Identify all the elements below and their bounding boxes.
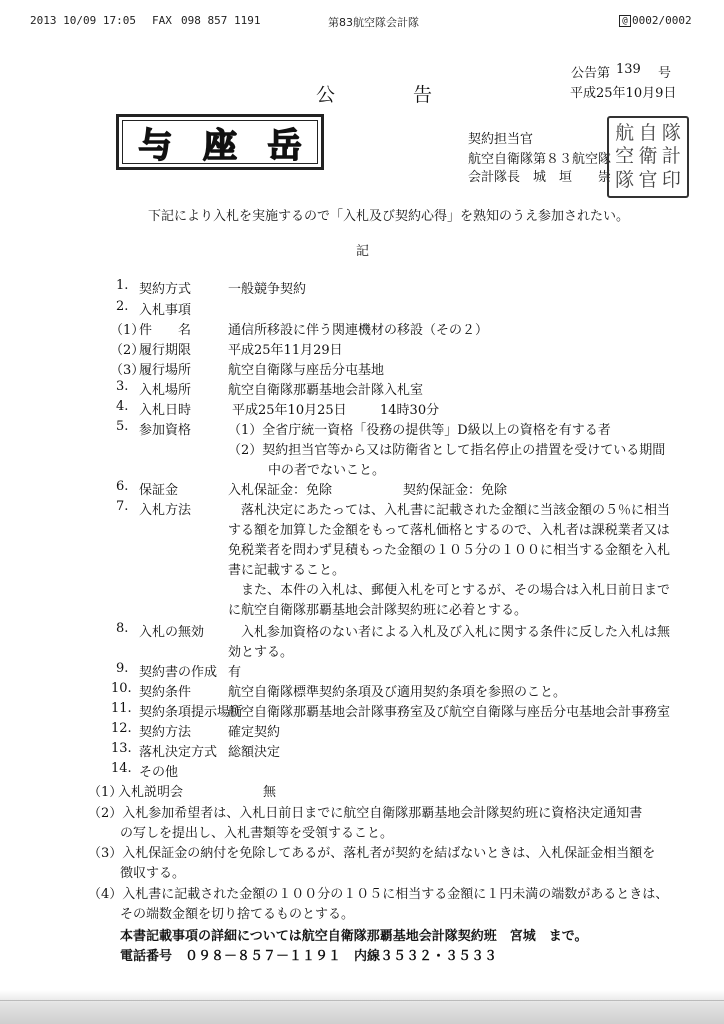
item-14-1-value: 無 [263,785,277,800]
item-2-2-label: 履行期限 [139,343,192,358]
notice-number: 139 [616,62,641,77]
location-char-1: 与 [138,125,173,166]
seal-char: 官 [638,168,658,191]
item-2-3-num: （3） [110,363,145,378]
fax-page-count: 0002/0002 [632,14,692,27]
notice-number-suffix: 号 [658,66,672,81]
item-7-line-3: 免税業者を問わず見積もった金額の１０５分の１００に相当する金額を入札 [228,543,671,558]
footer-contact: 本書記載事項の詳細については航空自衛隊那覇基地会計隊契約班 宮城 まで。 [120,929,588,944]
notice-date: 平成25年10月9日 [570,86,677,101]
item-3-value: 航空自衛隊那覇基地会計隊入札室 [228,383,424,398]
item-2-1-label: 件 名 [139,323,192,338]
item-1-label: 契約方式 [139,282,192,297]
item-2-3-value: 航空自衛隊与座岳分屯基地 [228,363,385,378]
item-2-num: 2. [116,299,129,314]
fax-datetime: 2013 10/09 17:05 [30,14,136,27]
item-5-num: 5. [116,419,129,434]
item-12-label: 契約方法 [139,725,192,740]
issuer-name: 会計隊長 城 垣 崇 [468,170,612,185]
item-14-2-line-2: の写しを提出し、入札書類等を受領すること。 [120,826,394,841]
item-3-label: 入札場所 [139,383,192,398]
item-12-value: 確定契約 [228,725,281,740]
item-7-num: 7. [116,499,129,514]
item-2-3-label: 履行場所 [139,363,192,378]
seal-char: 自 [638,122,658,144]
item-6-contract-deposit: 契約保証金：免除 [403,483,508,498]
fax-label: FAX [152,14,172,27]
official-seal [607,116,689,198]
seal-char: 隊 [615,168,635,191]
item-9-value: 有 [228,665,242,680]
item-5-label: 参加資格 [139,423,192,438]
title-koku: 告 [413,84,435,106]
item-10-num: 10. [111,681,132,696]
item-5-line-2: （2）契約担当官等から又は防衛省として指名停止の措置を受けている期間 [228,443,666,458]
item-2-2-num: （2） [110,343,145,358]
item-5-line-1: （1）全省庁統一資格「役務の提供等」D級以上の資格を有する者 [228,423,611,438]
intro-text: 下記により入札を実施するので「入札及び契約心得」を熟知のうえ参加されたい。 [148,209,630,224]
item-8-line-1: 入札参加資格のない者による入札及び入札に関する条件に反した入札は無 [241,625,671,640]
item-2-1-value: 通信所移設に伴う関連機材の移設（その２） [228,323,489,338]
item-6-label: 保証金 [139,483,179,498]
item-9-label: 契約書の作成 [139,665,218,680]
seal-char: 航 [615,122,635,144]
scan-edge-shading [0,990,724,1024]
item-10-label: 契約条件 [139,685,192,700]
item-11-value: 航空自衛隊那覇基地会計隊事務室及び航空自衛隊与座岳分屯基地会計事務室 [228,705,671,720]
item-8-line-2: 効とする。 [228,645,294,660]
seal-char: 衛 [638,145,658,168]
item-14-1-label: 入札説明会 [118,785,184,800]
title-kou: 公 [316,84,338,106]
fax-sender: 第83航空隊会計隊 [328,16,419,29]
page-glyph: @ [619,15,631,27]
item-11-label: 契約条項提示場所 [139,705,244,720]
issuer-org: 航空自衛隊第８３航空隊 [468,152,612,167]
item-8-num: 8. [116,621,129,636]
item-14-2-line-1: （2）入札参加希望者は、入札日前日までに航空自衛隊那覇基地会計隊契約班に資格決定通知書 [88,806,643,821]
seal-char: 隊 [661,122,681,144]
scan-edge-line [0,1000,724,1001]
seal-char: 計 [661,145,681,168]
issuer-role: 契約担当官 [468,132,534,147]
item-11-num: 11. [111,701,132,716]
item-4-label: 入札日時 [139,403,192,418]
item-14-3-line-2: 徴収する。 [120,866,186,881]
item-6-num: 6. [116,479,129,494]
notice-number-label: 公告第 [571,66,611,81]
item-3-num: 3. [116,379,129,394]
item-14-label: その他 [139,765,179,780]
item-8-label: 入札の無効 [139,625,205,640]
item-14-3-line-1: （3）入札保証金の納付を免除してあるが、落札者が契約を結ばないときは、入札保証金相当額を [88,846,656,861]
item-7-label: 入札方法 [139,503,192,518]
item-2-1-num: （1） [110,323,145,338]
item-4-num: 4. [116,399,129,414]
seal-char: 空 [615,145,635,168]
item-5-line-3: 中の者でないこと。 [268,463,386,478]
item-12-num: 12. [111,721,132,736]
item-14-num: 14. [111,761,132,776]
item-1-value: 一般競争契約 [228,282,307,297]
item-2-label: 入札事項 [139,303,192,318]
item-7-line-2: する額を加算した金額をもって落札価格とするので、入札者は課税業者又は [228,523,670,538]
location-char-2: 座 [202,125,237,166]
seal-char: 印 [661,168,681,191]
item-7-line-4: 書に記載すること。 [228,563,346,578]
item-13-num: 13. [111,741,132,756]
item-14-1-num: （1） [88,785,123,800]
ki-heading: 記 [356,244,370,259]
location-char-3: 岳 [267,125,302,166]
item-14-4-line-2: その端数金額を切り捨てるものとする。 [120,907,355,922]
item-2-2-value: 平成25年11月29日 [228,343,343,358]
item-6-bid-deposit: 入札保証金：免除 [228,483,333,498]
item-4-time: 14時30分 [380,403,440,418]
item-4-date: 平成25年10月25日 [232,403,347,418]
fax-page-indicator [619,14,692,27]
location-stamp [116,114,324,170]
item-1-num: 1. [116,278,129,293]
item-7-line-5: また、本件の入札は、郵便入札を可とするが、その場合は入札日前日まで [241,583,671,598]
item-7-line-6: に航空自衛隊那覇基地会計隊契約班に必着とする。 [228,603,528,618]
item-13-label: 落札決定方式 [139,745,218,760]
item-9-num: 9. [116,661,129,676]
item-14-4-line-1: （4）入札書に記載された金額の１００分の１０５に相当する金額に１円未満の端数があるときは、 [88,887,669,902]
item-13-value: 総額決定 [228,745,281,760]
item-7-line-1: 落札決定にあたっては、入札書に記載された金額に当該金額の５％に相当 [241,503,671,518]
item-10-value: 航空自衛隊標準契約条項及び適用契約条項を参照のこと。 [228,685,567,700]
footer-phone: 電話番号 ０９８－８５７－１１９１ 内線３５３２・３５３３ [120,949,498,964]
fax-number: 098 857 1191 [181,14,261,27]
